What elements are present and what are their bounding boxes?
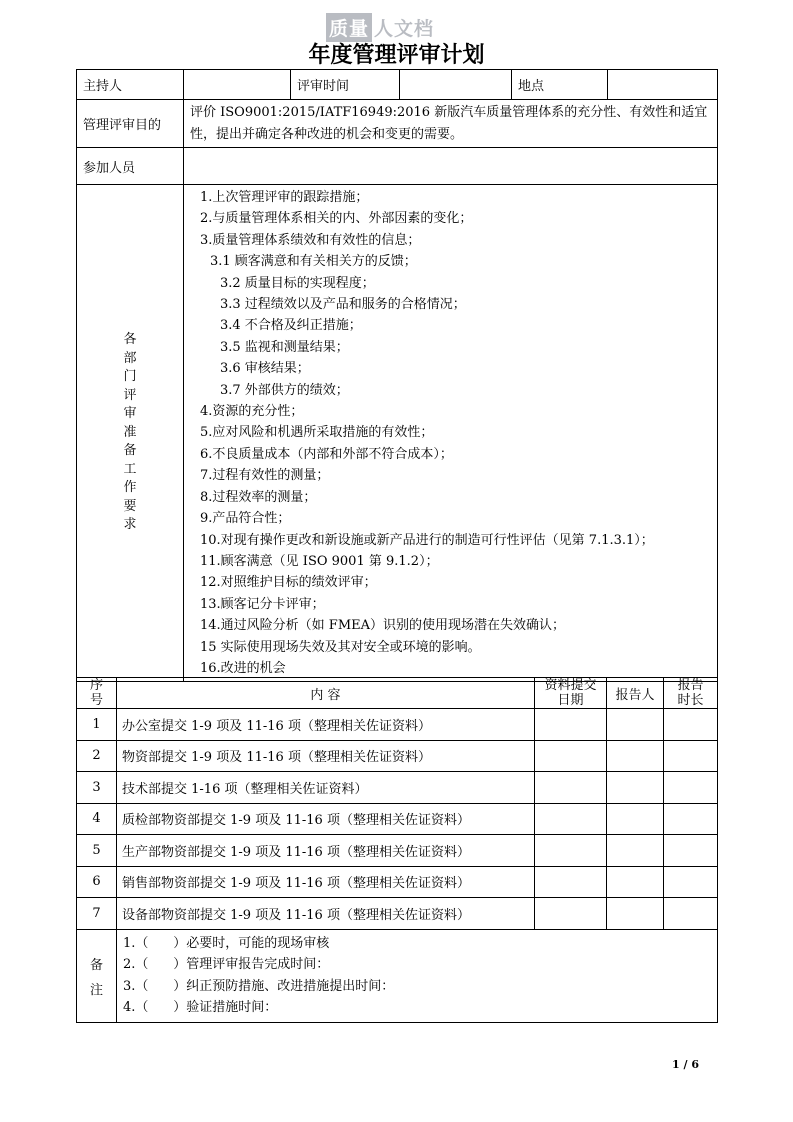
task-submit-date[interactable] bbox=[535, 803, 607, 835]
requirement-item: 16.改进的机会 bbox=[200, 660, 286, 676]
task-duration[interactable] bbox=[664, 835, 718, 867]
page-title: 年度管理评审计划 bbox=[308, 43, 485, 68]
task-duration[interactable] bbox=[664, 709, 718, 741]
host-label: 主持人 bbox=[77, 70, 184, 100]
requirements-label-char: 各 bbox=[123, 332, 137, 348]
header-duration-line2: 时长 bbox=[677, 693, 704, 708]
requirement-item: 5.应对风险和机遇所采取措施的有效性； bbox=[200, 425, 434, 441]
requirements-label-char: 部 bbox=[123, 350, 137, 366]
note-item: 2.（ ）管理评审报告完成时间： bbox=[123, 957, 330, 972]
task-row bbox=[77, 740, 718, 772]
purpose-text: 评价 ISO9001:2015/IATF16949:2016 新版汽车质量管理体系的充分性、有效性和适宜性，提出并确定各种改进的机会和变更的需要。 bbox=[184, 100, 718, 148]
task-content: 设备部物资部提交 1-9 项及 11-16 项（整理相关佐证资料） bbox=[117, 898, 535, 930]
requirements-label-char: 评 bbox=[123, 387, 137, 403]
page-number: 1 / 6 bbox=[672, 1058, 699, 1071]
notes-row bbox=[77, 929, 718, 1022]
task-reporter[interactable] bbox=[607, 772, 664, 804]
notes-label bbox=[77, 929, 117, 1022]
header-submit-line2: 日期 bbox=[557, 693, 584, 708]
requirement-item: 9.产品符合性； bbox=[200, 511, 291, 527]
tasks-header-row bbox=[77, 678, 718, 709]
requirement-item: 3.4 不合格及纠正措施； bbox=[220, 318, 362, 334]
requirement-item: 3.1 顾客满意和有关相关方的反馈； bbox=[210, 254, 417, 270]
header-no-line1: 序 bbox=[89, 678, 103, 693]
requirement-item: 6.不良质量成本（内部和外部不符合成本）； bbox=[200, 446, 453, 462]
requirement-item: 3.3 过程绩效以及产品和服务的合格情况； bbox=[220, 297, 466, 313]
requirement-item: 3.6 审核结果； bbox=[220, 361, 310, 377]
purpose-label: 管理评审目的 bbox=[77, 100, 184, 148]
header-submit-line1: 资料提交 bbox=[544, 678, 597, 693]
watermark-box: 质量 bbox=[326, 13, 372, 42]
task-no: 2 bbox=[77, 740, 117, 772]
requirement-item: 10.对现有操作更改和新设施或新产品进行的制造可行性评估（见第 7.1.3.1）； bbox=[200, 532, 654, 548]
review-plan-table bbox=[76, 69, 718, 682]
host-value[interactable] bbox=[184, 70, 291, 100]
requirements-label-char: 工 bbox=[123, 461, 137, 477]
requirement-item: 14.通过风险分析（如 FMEA）识别的使用现场潜在失效确认； bbox=[200, 618, 566, 634]
task-no: 5 bbox=[77, 835, 117, 867]
note-item: 1.（ ）必要时，可能的现场审核 bbox=[123, 935, 330, 951]
requirements-list bbox=[184, 185, 718, 682]
requirements-label-char: 求 bbox=[123, 517, 137, 533]
notes-label-line2: 注 bbox=[89, 982, 103, 998]
task-content: 质检部物资部提交 1-9 项及 11-16 项（整理相关佐证资料） bbox=[117, 803, 535, 835]
header-reporter: 报告人 bbox=[607, 678, 664, 709]
notes-label-line1: 备 bbox=[89, 957, 103, 973]
task-row bbox=[77, 803, 718, 835]
requirement-item: 15 实际使用现场失效及其对安全或环境的影响。 bbox=[200, 639, 481, 655]
requirement-item: 3.7 外部供方的绩效； bbox=[220, 382, 349, 398]
participants-value[interactable] bbox=[184, 148, 718, 185]
requirement-item: 1.上次管理评审的跟踪措施； bbox=[200, 190, 369, 205]
task-duration[interactable] bbox=[664, 866, 718, 898]
task-submit-date[interactable] bbox=[535, 709, 607, 741]
requirements-label-char: 准 bbox=[123, 424, 137, 440]
task-reporter[interactable] bbox=[607, 898, 664, 930]
requirements-label-char: 要 bbox=[123, 498, 137, 514]
requirement-item: 3.2 质量目标的实现程度； bbox=[220, 275, 375, 291]
requirements-label-char: 备 bbox=[123, 443, 137, 459]
task-duration[interactable] bbox=[664, 803, 718, 835]
participants-row bbox=[77, 148, 718, 185]
header-content: 内 容 bbox=[117, 678, 535, 709]
task-submit-date[interactable] bbox=[535, 740, 607, 772]
watermark-text: 人文档 bbox=[374, 17, 435, 40]
task-row bbox=[77, 898, 718, 930]
header-no-line2: 号 bbox=[89, 693, 103, 708]
participants-label: 参加人员 bbox=[77, 148, 184, 185]
purpose-row bbox=[77, 100, 718, 148]
task-submit-date[interactable] bbox=[535, 835, 607, 867]
tasks-table bbox=[76, 677, 718, 1023]
review-time-value[interactable] bbox=[400, 70, 512, 100]
requirements-row bbox=[77, 185, 718, 682]
task-content: 物资部提交 1-9 项及 11-16 项（整理相关佐证资料） bbox=[117, 740, 535, 772]
notes-list bbox=[117, 929, 718, 1022]
task-no: 6 bbox=[77, 866, 117, 898]
task-content: 生产部物资部提交 1-9 项及 11-16 项（整理相关佐证资料） bbox=[117, 835, 535, 867]
requirement-item: 3.5 监视和测量结果； bbox=[220, 339, 349, 355]
task-submit-date[interactable] bbox=[535, 772, 607, 804]
task-reporter[interactable] bbox=[607, 709, 664, 741]
requirement-item: 4.资源的充分性； bbox=[200, 404, 304, 420]
task-reporter[interactable] bbox=[607, 835, 664, 867]
header-submit-date bbox=[535, 678, 607, 709]
requirements-label-char: 门 bbox=[123, 369, 137, 385]
review-time-label: 评审时间 bbox=[291, 70, 400, 100]
requirement-item: 13.顾客记分卡评审； bbox=[200, 596, 325, 612]
note-item: 4.（ ）验证措施时间： bbox=[123, 1000, 278, 1015]
header-duration-line1: 报告 bbox=[677, 678, 704, 693]
requirement-item: 2.与质量管理体系相关的内、外部因素的变化； bbox=[200, 211, 473, 227]
place-value[interactable] bbox=[608, 70, 718, 100]
task-no: 7 bbox=[77, 898, 117, 930]
requirement-item: 3.质量管理体系绩效和有效性的信息； bbox=[200, 232, 421, 248]
note-item: 3.（ ）纠正预防措施、改进措施提出时间： bbox=[123, 978, 395, 994]
requirement-item: 8.过程效率的测量； bbox=[200, 489, 317, 505]
requirement-item: 12.对照维护目标的绩效评审； bbox=[200, 575, 377, 591]
task-submit-date[interactable] bbox=[535, 866, 607, 898]
task-no: 4 bbox=[77, 803, 117, 835]
task-reporter[interactable] bbox=[607, 740, 664, 772]
requirements-label bbox=[77, 185, 184, 682]
task-row bbox=[77, 835, 718, 867]
task-row bbox=[77, 772, 718, 804]
header-duration bbox=[664, 678, 718, 709]
task-reporter[interactable] bbox=[607, 803, 664, 835]
requirement-item: 11.顾客满意（见 ISO 9001 第 9.1.2）； bbox=[200, 553, 439, 569]
header-no bbox=[77, 678, 117, 709]
task-no: 1 bbox=[77, 709, 117, 741]
task-content: 办公室提交 1-9 项及 11-16 项（整理相关佐证资料） bbox=[117, 709, 535, 741]
info-row bbox=[77, 70, 718, 100]
task-reporter[interactable] bbox=[607, 866, 664, 898]
task-duration[interactable] bbox=[664, 898, 718, 930]
task-row bbox=[77, 866, 718, 898]
task-row bbox=[77, 709, 718, 741]
requirements-label-char: 作 bbox=[123, 480, 137, 496]
task-duration[interactable] bbox=[664, 772, 718, 804]
place-label: 地点 bbox=[512, 70, 608, 100]
task-content: 销售部物资部提交 1-9 项及 11-16 项（整理相关佐证资料） bbox=[117, 866, 535, 898]
task-no: 3 bbox=[77, 772, 117, 804]
requirement-item: 7.过程有效性的测量； bbox=[200, 468, 330, 484]
task-submit-date[interactable] bbox=[535, 898, 607, 930]
task-duration[interactable] bbox=[664, 740, 718, 772]
task-content: 技术部提交 1-16 项（整理相关佐证资料） bbox=[117, 772, 535, 804]
requirements-label-char: 审 bbox=[123, 406, 137, 422]
